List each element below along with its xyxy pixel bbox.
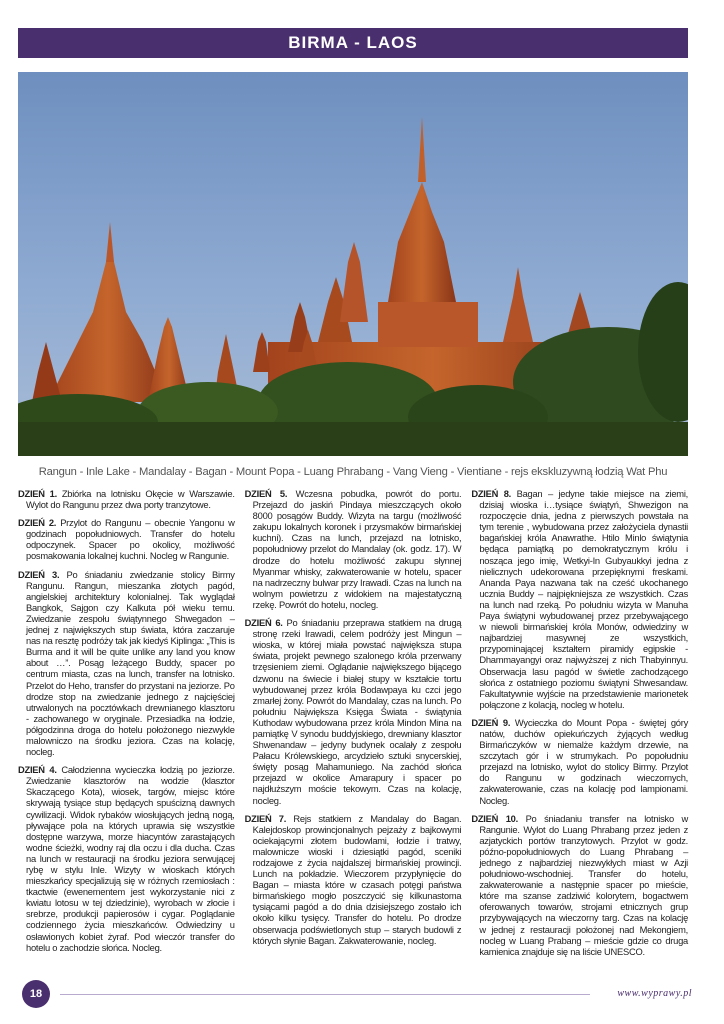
page-number-badge: 18 <box>22 980 50 1008</box>
day-2-heading: DZIEŃ 2. <box>18 518 57 529</box>
day-2 <box>18 518 235 562</box>
day-2-text: Przylot do Rangunu – obecnie Yangonu w godzinach popołudniowych. Transfer do hotelu odpoczynek. Spacer po okolicy, możliwość posmakowania lokalnej kuchni. Nocleg w Rangunie. <box>26 518 235 562</box>
day-8 <box>471 489 688 711</box>
day-5 <box>245 489 462 611</box>
day-10 <box>471 814 688 958</box>
day-1 <box>18 489 235 511</box>
day-8-text: Bagan – jedyne takie miejsce na ziemi, dzisiaj wioska i…tysiące świątyń, Shwezigon na rozpoczęcie dnia, jedna z pierwszych powstała na tym terenie , wybudowana przez założyciela dynastii bagańskiej króla Anawrathe. Htilo Minlo świątynia będąca pamiątką po demokratycznym królu i nosząca jego imię, Wetkyi-In Gubyaukkyi jedna z nielicznych udekorowana przepięknymi freskami. Ananda Paya nazwana tak na cześć ukochanego ucznia Buddy – najpiękniejsza ze wszystkich. Czas na lunch nad rzeką. Po południu wizyta w Manuha Paya świątyni wybudowanej przez przebywającego w niewoli birmańskiej króla Monów, odwiedziny w najbardziej masywnej ze wszystkich, przypominającej kształtem piramidy egipskie - Dhammayangyi oraz najwyższej z nich Thabyinnyu. Obserwacja lasu pagód w świetle zachodzącego słońca z ostatniego poziomu świątyni Shwesandaw. Fakultatywnie wyjście na przedstawienie marionetek połączone z kolacją, nocleg w hotelu. <box>479 489 689 710</box>
day-3-heading: DZIEŃ 3. <box>18 569 60 580</box>
day-10-text: Po śniadaniu transfer na lotnisko w Rangunie. Wylot do Luang Phrabang przez jeden z azjatyckich portów tranzytowych. Przylot w godz. późno-popołudniowych do Luang Phrabang – jednego z najbardziej niezwykłych miast w Azji południowo-wschodniej. Transfer do hotelu, zakwaterowanie a następnie spacer po mieście, które ma szanse zadziwić kolorytem, bogactwem oferowanych towarów, strojami etnicznych grup przybywających na wieczorny targ. Czas na kolację w jednej z restauracji położonej nad Mekongiem, nocleg w Luang Prabang – mieście gdzie co druga kamienica znajduje się na liście UNESCO. <box>479 813 689 957</box>
day-4-heading: DZIEŃ 4. <box>18 765 57 776</box>
day-8-heading: DZIEŃ 8. <box>471 489 511 499</box>
route-line: Rangun - Inle Lake - Mandalay - Bagan - Mount Popa - Luang Phrabang - Vang Vieng - Vientiane - rejs ekskluzywną łodzią Wat Phu <box>38 466 668 478</box>
day-10-heading: DZIEŃ 10. <box>471 813 518 824</box>
day-7-text: Rejs statkiem z Mandalay do Bagan. Kalejdoskop prowincjonalnych pejzaży z bajkowymi ociekającymi złotem budowlami, łodzie i tratwy, malownicze wioski i dziesiątki pagód, sceniki rodzajowe z życia najdalszej birmańskiej prowincji. Lunch na pokładzie. Wieczorem przypłynięcie do Bagan – miasta które w czasach potęgi państwa birmańskiego mogło poszczycić się kilkunastoma tysiącami pagód a do dnia dzisiejszego zostało ich około kilku tysięcy. Transfer do hotelu. Po drodze obserwacja podświetlonych stup – starych budowli z których słynie Bagan. Zakwaterowanie, nocleg. <box>252 813 462 946</box>
day-3-text: Po śniadaniu zwiedzanie stolicy Birmy Rangunu. Rangun, mieszanka złotych pagód, angielskiej architektury kolonialnej. Tak wyglądał Bangkok, Sajgon czy Kalkuta pół wieku temu. Zwiedzanie zespołu świątynnego Shwegadon – jednej z największych stup świata, która zaczaruje nas na resztę podróży tak jak kiedyś Kiplinga: „This is Burma and it will be quite unlike any land you know about …”. Posąg leżącego Buddy, spacer po centrum miasta, czas na lunch, transfer na lotnisko. Przelot do Heho, transfer do przystani na jeziorze. Po drodze stop na zwiedzanie jednego z najcięściej utrwalonych na pocztówkach drewnianego klasztoru - zachowanego w oryginale. Przesiadka na łodzie, półgodzinna droga do hotelu położonego niezwykle malowniczo na środku jeziora. Czas na kolację, nocleg. <box>26 569 235 758</box>
website-link[interactable]: www.wyprawy.pl <box>617 988 692 999</box>
day-1-text: Zbiórka na lotnisku Okęcie w Warszawie. Wylot do Rangunu przez dwa porty tranzytowe. <box>26 489 235 511</box>
day-7-heading: DZIEŃ 7. <box>244 813 287 824</box>
day-3 <box>18 570 235 759</box>
column-3 <box>471 489 688 979</box>
day-6-heading: DZIEŃ 6. <box>244 618 283 629</box>
page-title: BIRMA - LAOS <box>288 33 418 52</box>
pagoda-photo <box>18 72 688 456</box>
column-2 <box>245 489 462 979</box>
day-6-text: Po śniadaniu przeprawa statkiem na drugą stronę rzeki Irawadi, celem podróży jest Mingun – wioska, w której miała powstać największa stupa świata, projekt pewnego szalonego króla przerwany trzęsieniem ziemi. Oglądanie największego bijącego dzwonu na świecie i białej stupy w kształcie tortu wybudowanej przez króla Bodawpaya ku czci jego zmarłej żony. Powrót do Mandalay, czas na lunch. Po południu Największa Księga Świata - świątynia Kuthodaw wybudowana przez króla Mindon Mina na pamiątkę V synodu buddyjskiego, drewniany klasztor Shwenandaw – jedyny budynek ocalały z zespołu Pałacu Królewskiego, arcydzieło sztuki snycerskiej, święty posąg Mahamuniego. Na zachód słońca przejazd w okolice Amarapury i spacer po najdłuższym moście tekowym. Czas na kolację, nocleg. <box>252 618 462 806</box>
day-9 <box>471 718 688 807</box>
day-5-text: Wczesna pobudka, powrót do portu. Przejazd do jaskiń Pindaya mieszczących około 8000 posągów Buddy. Wizyta na targu (możliwość zakupu lokalnych koronek i przysmaków birmańskiej kuchni). Czas na lunch, przejazd na lotnisko, popołudniowy przelot do Mandalay (ok. godz. 17). W drodze do hotelu możliwość zakupu słynnej Myanmar whisky, zakwaterowanie w hotelu, spacer na nadrzeczny bulwar przy Irawadi. Czas na lunch na wolnym powietrzu z widokiem na majestatyczną rzekę. Powrót do hotelu, nocleg. <box>252 489 462 610</box>
footer-divider <box>60 994 590 995</box>
day-4 <box>18 765 235 954</box>
column-1 <box>18 489 235 979</box>
day-9-text: Wycieczka do Mount Popa - świętej góry natów, duchów opiekuńczych żyjących według Birmańczyków w niemalże każdym drzewie, na szczytach gór i w strumykach. Po popołudniu przejazd na lotnisko, wylot do stolicy Birmy. Przylot do Rangunu w godzinach wieczornych, zakwaterowanie, czas na kolację pod lampionami. Nocleg. <box>479 717 689 806</box>
day-5-heading: DZIEŃ 5. <box>244 489 288 499</box>
page-header-bar <box>18 28 688 58</box>
itinerary-columns <box>18 489 688 979</box>
day-1-heading: DZIEŃ 1. <box>18 489 57 499</box>
day-6 <box>245 618 462 807</box>
day-9-heading: DZIEŃ 9. <box>471 717 511 728</box>
day-7 <box>245 814 462 947</box>
day-4-text: Całodzienna wycieczka łodzią po jeziorze. Zwiedzanie klasztorów na wodzie (klasztor Skaczącego Kota), wiosek, targów, miejsc które skrywają tysiące stup będących spuścizną dawnych cywilizacji. Widok rybaków wiosłujących jedną nogą, pływające pola na których uprawia się wszystkie dostępne warzywa, morze hiacyntów zarastających wodne ścieżki, wodny raj dla oczu i dla ducha. Czas na lunch w restauracji na środku jeziora serwującej rybę w stylu Inle. Wizyty w wioskach których mieszkańcy specjalizują się w różnych rzemiosłach : tkactwie (ewenementem jest wykorzystanie nici z kwiatu lotosu w tej dziedzinie), wyrobach w złocie i srebrze, produkcji papierosów i cygar. Poglądanie codziennego życia mieszkańców. Odwiedziny u osławionych kobiet żyraf. Pod wieczór transfer do hotelu o zachodzie słońca. Nocleg. <box>26 765 235 953</box>
